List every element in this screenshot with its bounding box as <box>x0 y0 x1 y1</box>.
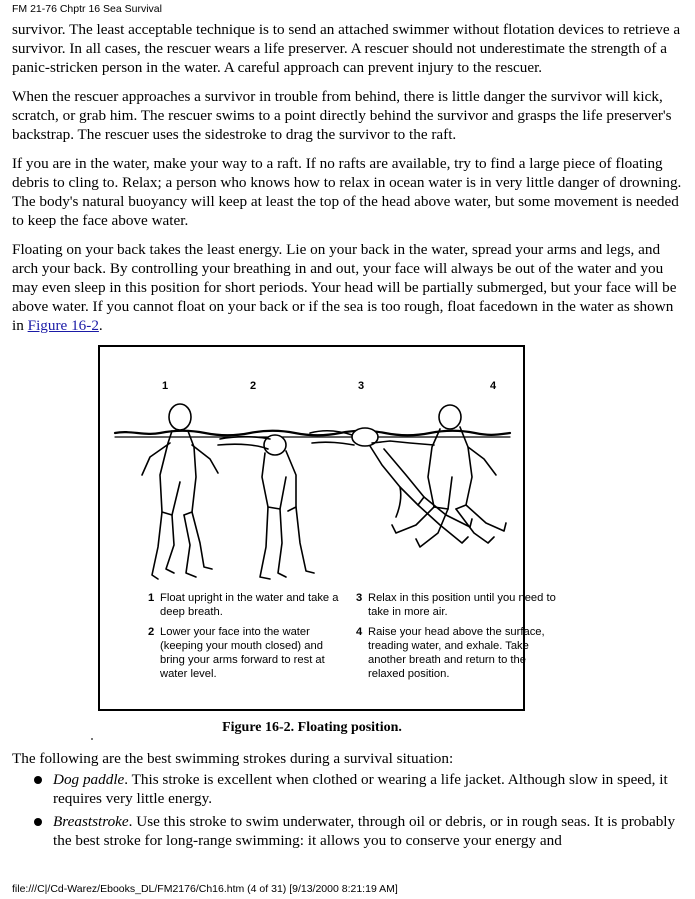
paragraph-approach-from-behind: When the rescuer approaches a survivor in trouble from behind, there is little danger the survivor will kick, scratch, or grab him. The rescuer swims to a point directly behind the survivor and grasps the life preserver's backstrap. The rescuer uses the sidestroke to drag the survivor to the raft. <box>12 88 672 143</box>
paragraph-floating-end: . <box>98 317 103 334</box>
figure-number-1: 1 <box>162 380 169 392</box>
strokes-list <box>12 770 684 850</box>
list-item-dog-paddle <box>30 770 684 808</box>
figure-caption: Figure 16-2. Floating position. <box>222 720 402 735</box>
figure-number-2: 2 <box>250 380 257 392</box>
stroke-text-dog-paddle: . This stroke is excellent when clothed or wearing a life jacket. Although slow in speed, it requires very little energy. <box>53 771 668 807</box>
step-2-number: 2 <box>148 626 155 638</box>
stroke-name-dog-paddle: Dog paddle <box>53 771 125 788</box>
step-3-text: Relax in this position until you need to take in more air. <box>368 592 556 618</box>
bullet-icon <box>34 776 42 784</box>
figure-4-swimmer-head-up <box>372 405 506 547</box>
paragraph-floating <box>12 240 684 335</box>
page-header: FM 21-76 Chptr 16 Sea Survival <box>12 3 162 15</box>
figure-3-swimmer-relaxed <box>310 428 472 543</box>
bullet-icon <box>34 818 42 826</box>
figure-2-swimmer-face-down <box>218 435 314 579</box>
figure-1-swimmer-upright <box>142 404 218 579</box>
list-item-breaststroke <box>30 812 684 850</box>
page-footer: file:///C|/Cd-Warez/Ebooks_DL/FM2176/Ch16.htm (4 of 31) [9/13/2000 8:21:19 AM] <box>12 883 398 895</box>
step-2-text: Lower your face into the water (keeping your mouth closed) and bring your arms forward to rest at water level. <box>160 626 325 680</box>
paragraph-floating-text: Floating on your back takes the least energy. Lie on your back in the water, spread your arms and legs, and arch your back. By controlling your breathing in and out, your face will always be out of the water and you may even sleep in this position for short periods. Your head will be partially submerged, but your face will be above water. If you cannot float on your back or if the sea is too rough, float facedown in the water as shown in <box>12 241 677 334</box>
step-3-number: 3 <box>356 592 363 604</box>
document-body <box>12 20 684 854</box>
step-4-number: 4 <box>356 626 363 638</box>
paragraph-rescuer-technique: survivor. The least acceptable technique is to send an attached swimmer without flotation devices to retrieve a survivor. In all cases, the rescuer wears a life preserver. A rescuer should not underestimate the strength of a panic-stricken person in the water. A careful approach can prevent injury to the rescuer. <box>12 21 681 76</box>
stroke-name-breaststroke: Breaststroke <box>53 813 129 830</box>
stroke-text-breaststroke: . Use this stroke to swim underwater, through oil or debris, or in rough seas. It is probably the best stroke for long-range swimming: it allows you to conserve your energy and <box>53 813 676 849</box>
figure-16-2 <box>98 345 556 711</box>
strokes-intro: The following are the best swimming strokes during a survival situation: <box>12 750 454 767</box>
figure-number-4: 4 <box>490 380 497 392</box>
step-1 <box>148 591 350 619</box>
step-4 <box>356 625 558 681</box>
paragraph-make-way-to-raft: If you are in the water, make your way to a raft. If no rafts are available, try to find a large piece of floating debris to cling to. Relax; a person who knows how to relax in ocean water is in very little danger of drowning. The body's natural buoyancy will keep at least the top of the head above water, but some movement is needed to keep the face above water. <box>12 155 682 229</box>
stray-dot <box>91 738 93 740</box>
figure-16-2-link[interactable]: Figure 16-2 <box>27 317 99 334</box>
step-1-text: Float upright in the water and take a deep breath. <box>160 592 339 618</box>
figure-number-3: 3 <box>358 380 365 392</box>
step-4-text: Raise your head above the surface, treading water, and exhale. Take another breath and return to the relaxed position. <box>368 626 545 680</box>
step-2 <box>148 625 350 681</box>
step-1-number: 1 <box>148 592 155 604</box>
step-3 <box>356 591 558 619</box>
